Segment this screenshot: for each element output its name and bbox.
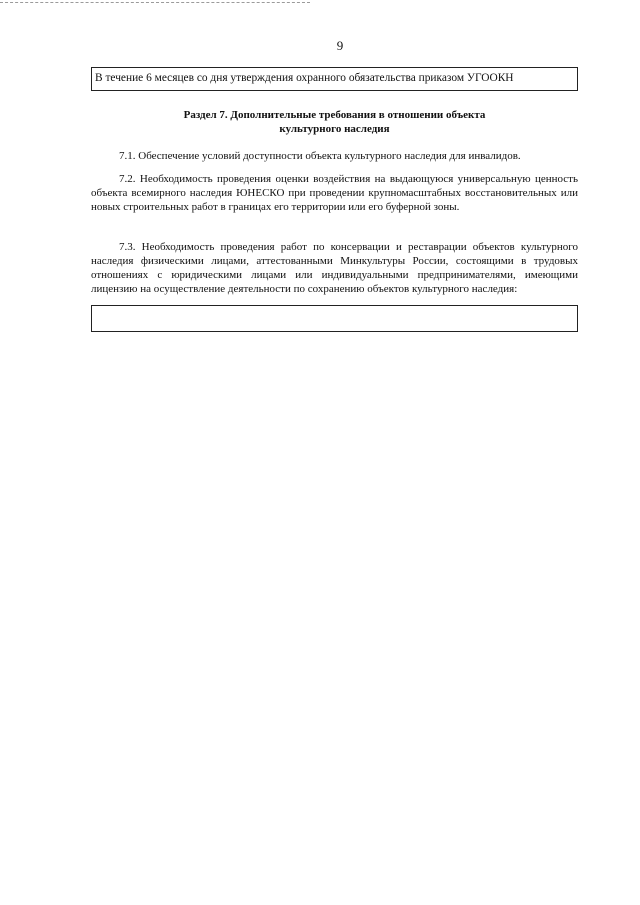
paragraph-7-2: 7.2. Необходимость проведения оценки воздействия на выдающуюся универсальную ценность объекта всемирного наследия ЮНЕСКО при проведении крупномасштабных восстановительных или новых строительных работ в границах его территории или его буферной зоны. [91, 173, 578, 213]
page-top-edge [0, 2, 310, 3]
empty-content-box [91, 305, 578, 332]
deadline-box-text: В течение 6 месяцев со дня утверждения охранного обязательства приказом УГООКН [95, 72, 514, 84]
paragraph-7-3: 7.3. Необходимость проведения работ по консервации и реставрации объектов культурного наследия физическими лицами, аттестованными Минкультуры России, состоящими в трудовых отношениях с юридическими лицами или индивидуальными предпринимателями, имеющими лицензию на осуществление деятельности по сохранению объектов культурного наследия: [91, 241, 578, 295]
section-heading [91, 108, 578, 136]
section-heading-line-1: Раздел 7. Дополнительные требования в отношении объекта [183, 109, 486, 121]
paragraph-7-1: 7.1. Обеспечение условий доступности объекта культурного наследия для инвалидов. [119, 150, 521, 162]
section-heading-line-2: культурного наследия [279, 123, 390, 135]
deadline-box [91, 67, 578, 91]
page-number: 9 [336, 38, 344, 53]
